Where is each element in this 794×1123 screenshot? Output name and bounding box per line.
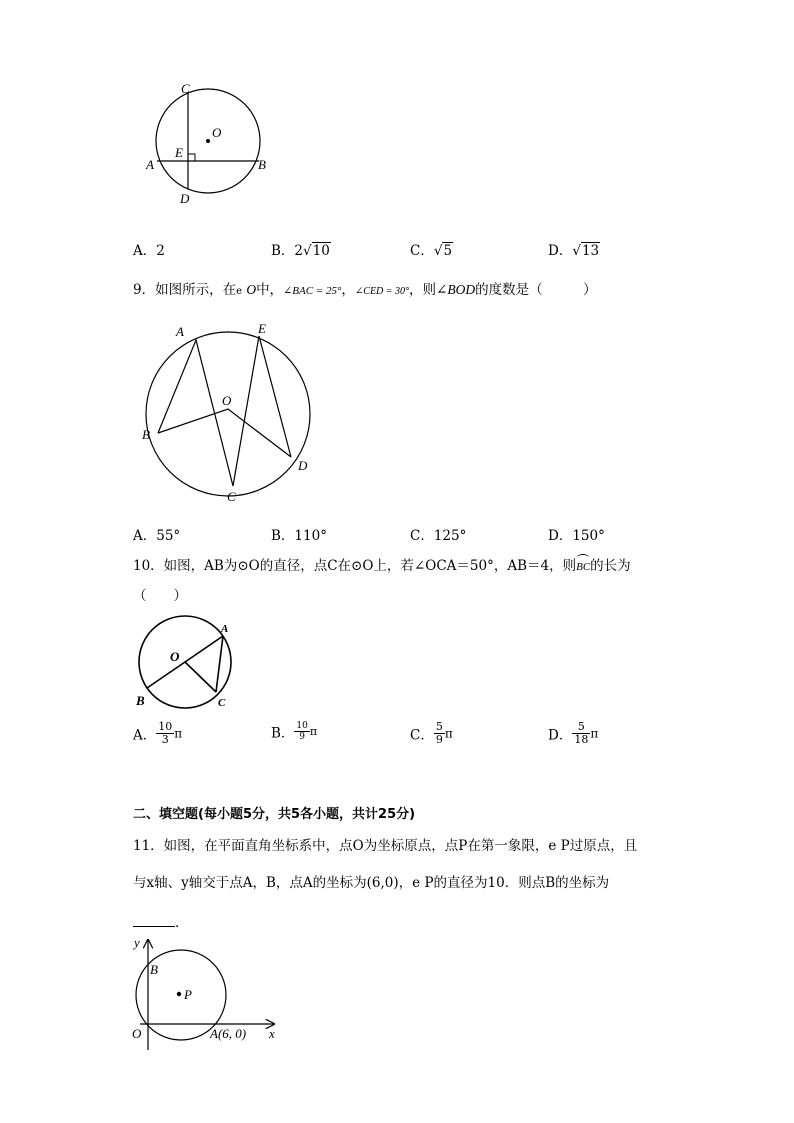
q10-option-c-num: 5 — [435, 720, 443, 733]
q10-option-a[interactable] — [133, 721, 182, 746]
q9-text-3: ，则 — [409, 282, 437, 298]
q9-label-o: O — [222, 393, 232, 408]
q11-label-b: B — [150, 962, 158, 977]
q10-option-a-den: 3 — [161, 733, 169, 746]
q9-option-c-letter: C． — [410, 528, 434, 544]
q8-label-c: C — [181, 81, 190, 96]
q9-option-d-letter: D． — [548, 528, 573, 544]
q9-sep: ， — [341, 282, 355, 298]
q9-angle-ced: ∠CED = 30° — [354, 286, 410, 297]
q10-option-a-pi: π — [174, 726, 183, 741]
q10-question-line2 — [133, 587, 187, 605]
q8-option-b-prefix: 2 — [294, 243, 304, 259]
q10-question-line1 — [133, 557, 631, 576]
q10-arc-label: BC — [576, 561, 591, 573]
q9-center-o: O — [246, 282, 257, 297]
q11-question-line1: 11．如图，在平面直角坐标系中，点O为坐标原点，点P在第一象限，e P过原点，且 — [133, 838, 638, 854]
q10-figure — [132, 614, 242, 712]
q8-label-e: E — [175, 145, 183, 160]
q10-label-o: O — [170, 649, 180, 664]
q8-label-o: O — [212, 125, 222, 140]
q11-blank-end: ． — [175, 915, 189, 931]
q9-text-2: 中， — [256, 282, 284, 298]
q10-option-d-fraction — [572, 721, 590, 746]
q9-text-1: 如图所示，在 — [155, 282, 237, 298]
q9-angle-bod: ∠BOD — [436, 282, 476, 297]
q11-label-o: O — [132, 1026, 142, 1041]
q10-option-d-letter: D． — [548, 727, 573, 744]
q10-text: 10．如图，AB为⊙O的直径，点C在⊙O上，若∠OCA＝50°，AB＝4，则 — [133, 558, 577, 574]
q9-question — [133, 281, 597, 301]
q11-question-line2: 与x轴、y轴交于点A，B，点A的坐标为(6,0)，e P的直径为10．则点B的坐标为 — [133, 875, 610, 891]
q10-option-c[interactable] — [410, 721, 453, 746]
q9-circle — [146, 332, 310, 496]
q9-path-b-a-c — [158, 340, 233, 486]
q8-option-b-letter: B． — [271, 243, 295, 259]
section2-heading: 二、填空题(每小题5分，共5各小题，共计25分) — [133, 807, 416, 822]
q8-figure — [140, 75, 280, 210]
q8-option-a-value: 2 — [156, 243, 165, 259]
q10-option-c-den: 9 — [435, 733, 443, 746]
q11-center-dot — [177, 992, 181, 996]
q10-arc-bc — [576, 557, 590, 576]
q9-circle-symbol: e — [236, 286, 243, 297]
q10-option-d-pi: π — [590, 726, 599, 741]
q11-answer-blank[interactable] — [133, 912, 175, 927]
q8-label-d: D — [180, 191, 190, 206]
q8-option-a[interactable] — [133, 239, 165, 259]
q9-option-d[interactable] — [548, 524, 605, 544]
q8-option-c[interactable] — [410, 239, 453, 259]
q8-option-b-radicand: 10 — [312, 243, 330, 259]
q10-arc-mark — [577, 554, 589, 561]
q11-label-a: A(6, 0) — [210, 1026, 247, 1041]
q11-label-x: x — [269, 1026, 275, 1041]
q10-label-a: A — [221, 623, 229, 635]
q10-option-d[interactable] — [548, 721, 598, 746]
q10-segment-ac — [216, 636, 223, 692]
q9-option-b-value: 110° — [294, 528, 327, 544]
q9-label-e: E — [258, 321, 266, 336]
q11-answer-line — [133, 912, 189, 932]
q9-option-a[interactable] — [133, 524, 180, 544]
q11-label-y: y — [134, 935, 140, 950]
q8-right-angle-mark — [188, 154, 195, 161]
q9-label-a: A — [176, 324, 184, 339]
q10-option-a-fraction — [156, 721, 174, 746]
q8-label-a: A — [146, 157, 154, 172]
q10-option-a-num: 10 — [158, 720, 173, 733]
q10-option-c-fraction — [434, 721, 445, 746]
q11-label-p: P — [184, 987, 192, 1002]
q8-option-b-sqrt-sign: √ — [303, 243, 312, 259]
q8-option-a-letter: A． — [133, 243, 157, 259]
q10-segment-oc — [185, 662, 216, 692]
q8-label-b: B — [258, 157, 266, 172]
q8-option-d[interactable] — [548, 239, 600, 259]
q9-option-a-letter: A． — [133, 528, 157, 544]
q8-center-dot — [206, 139, 210, 143]
q10-option-b-letter: B． — [271, 725, 295, 742]
q9-angle-bac: ∠BAC = 25° — [283, 285, 342, 297]
q9-option-a-value: 55° — [156, 528, 181, 544]
q9-option-c[interactable] — [410, 524, 466, 544]
q10-option-b-pi: π — [309, 725, 318, 738]
q10-option-b-num: 10 — [296, 721, 308, 731]
q10-option-b-den: 9 — [299, 732, 306, 742]
q9-number: 9． — [133, 282, 156, 298]
q11-figure — [128, 930, 288, 1055]
q9-text-4: 的度数是（ ） — [475, 282, 597, 298]
q8-option-c-radicand: 5 — [443, 243, 453, 259]
q8-option-d-sqrt-sign: √ — [572, 243, 581, 259]
q9-option-c-value: 125° — [433, 528, 467, 544]
q9-path-c-e-d — [233, 336, 291, 486]
q10-option-c-letter: C． — [410, 727, 434, 744]
q10-option-a-letter: A． — [133, 727, 157, 744]
q9-label-d: D — [298, 458, 308, 473]
q10-answer-paren: （ ） — [133, 588, 187, 604]
q8-option-c-letter: C． — [410, 243, 434, 259]
q9-option-b[interactable] — [271, 524, 327, 544]
q10-label-c: C — [218, 697, 226, 709]
q10-option-c-pi: π — [444, 726, 453, 741]
q10-label-b: B — [136, 693, 145, 708]
q8-option-d-letter: D． — [548, 243, 573, 259]
q10-text-end: 的长为 — [590, 558, 631, 574]
q8-option-d-radicand: 13 — [581, 243, 600, 259]
q9-option-d-value: 150° — [572, 528, 605, 544]
q8-option-b[interactable] — [271, 239, 331, 259]
q10-option-b-fraction — [294, 721, 309, 742]
q9-label-b: B — [142, 427, 150, 442]
q10-option-d-num: 5 — [572, 721, 590, 734]
q9-path-b-o-d — [158, 409, 291, 457]
q9-option-b-letter: B． — [271, 528, 295, 544]
q9-label-c: C — [227, 489, 236, 504]
q10-option-b[interactable] — [271, 721, 317, 742]
q9-figure — [138, 316, 328, 508]
q8-option-c-sqrt-sign: √ — [433, 243, 443, 259]
q10-option-d-den: 18 — [574, 733, 589, 746]
